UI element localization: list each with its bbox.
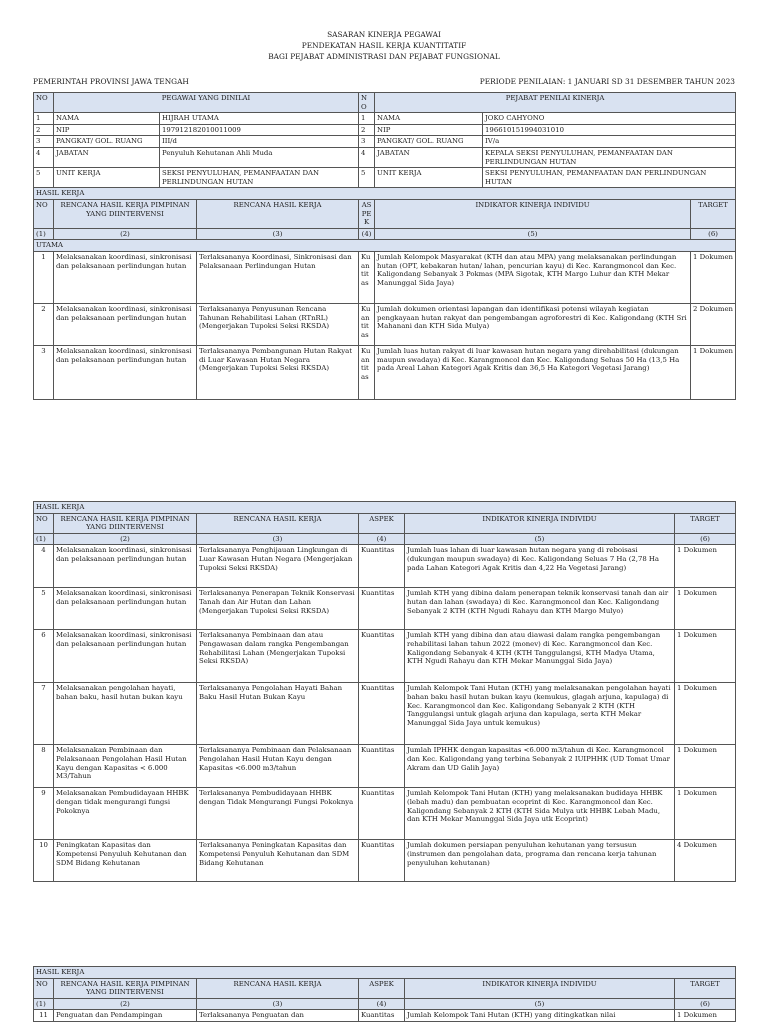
hasil-header-row [34, 513, 736, 533]
cell-no: 3 [34, 345, 54, 399]
col-pimpinan: RENCANA HASIL KERJA PIMPINAN YANG DIINTERVENSI [54, 199, 197, 228]
identity-value: 196610151994031010 [483, 124, 736, 136]
col-pimpinan: RENCANA HASIL KERJA PIMPINAN YANG DIINTERVENSI [54, 513, 197, 533]
col-target: TARGET [691, 199, 736, 228]
doc-title-2: PENDEKATAN HASIL KERJA KUANTITATIF [301, 41, 467, 50]
col-pejabat-penilai: PEJABAT PENILAI KINERJA [375, 93, 736, 113]
identity-no: 3 [359, 136, 375, 148]
col-no: NO [34, 199, 54, 228]
table-row [34, 545, 736, 588]
identity-label: NAMA [375, 113, 483, 125]
col-num: (5) [405, 533, 675, 545]
cell-target: 1 Dokumen [675, 788, 736, 840]
cell-no: 8 [34, 745, 54, 788]
identity-no: 2 [359, 124, 375, 136]
table-row [34, 303, 736, 345]
col-aspek: ASPEK [359, 978, 405, 998]
col-rencana: RENCANA HASIL KERJA [197, 199, 359, 228]
col-num: (1) [34, 998, 54, 1010]
identity-value: JOKO CAHYONO [483, 113, 736, 125]
table-row [34, 788, 736, 840]
identity-label: UNIT KERJA [54, 168, 160, 188]
cell-target: 4 Dokumen [675, 840, 736, 882]
identity-no: 2 [34, 124, 54, 136]
identity-value: HIJRAH UTAMA [160, 113, 359, 125]
identity-label: NIP [375, 124, 483, 136]
cell-rencana: Terlaksananya Pembangunan Hutan Rakyat di Luar Kawasan Hutan Negara (Mengerjakan Tupoksi Seksi RKSDA) [197, 345, 359, 399]
table-row [34, 588, 736, 630]
identity-label: NIP [54, 124, 160, 136]
section-hasil-kerja: HASIL KERJA [34, 188, 736, 200]
cell-aspek: Kuantitas [359, 788, 405, 840]
cell-no: 11 [34, 1010, 54, 1022]
identity-label: JABATAN [375, 147, 483, 167]
number-row [34, 228, 736, 240]
col-target: TARGET [675, 513, 736, 533]
doc-title-1: SASARAN KINERJA PEGAWAI [327, 30, 441, 39]
section-utama: UTAMA [34, 240, 736, 252]
skp-table-page-1 [33, 92, 736, 400]
col-num: (4) [359, 533, 405, 545]
table-row [34, 345, 736, 399]
section-row [34, 502, 736, 514]
cell-aspek: Kuantitas [359, 630, 405, 683]
cell-target: 1 Dokumen [675, 745, 736, 788]
cell-aspek: Kuantitas [359, 745, 405, 788]
col-target: TARGET [675, 978, 736, 998]
identity-value: 197912182010011009 [160, 124, 359, 136]
cell-no: 9 [34, 788, 54, 840]
cell-no: 10 [34, 840, 54, 882]
identity-label: PANGKAT/ GOL. RUANG [375, 136, 483, 148]
cell-aspek: Kuantitas [359, 840, 405, 882]
cell-rencana: Terlaksananya Koordinasi, Sinkronisasi dan Pelaksanaan Perlindungan Hutan [197, 251, 359, 303]
cell-pimpinan: Melaksanakan koordinasi, sinkronisasi dan pelaksanaan perlindungan hutan [54, 251, 197, 303]
cell-aspek: Kuantitas [359, 345, 375, 399]
cell-pimpinan: Melaksanakan Pembinaan dan Pelaksanaan Pengolahan Hasil Hutan Kayu dengan Kapasitas < 6.000 M3/Tahun [54, 745, 197, 788]
col-no: NO [34, 513, 54, 533]
skp-table-page-3 [33, 966, 736, 1022]
cell-target: 1 Dokumen [675, 683, 736, 745]
cell-target: 1 Dokumen [691, 345, 736, 399]
col-num: (6) [675, 998, 736, 1010]
cell-aspek: Kuantitas [359, 303, 375, 345]
identity-row [34, 168, 736, 188]
cell-pimpinan: Melaksanakan koordinasi, sinkronisasi dan pelaksanaan perlindungan hutan [54, 345, 197, 399]
cell-target: 1 Dokumen [675, 630, 736, 683]
col-pegawai-dinilai: PEGAWAI YANG DINILAI [54, 93, 359, 113]
col-num: (6) [691, 228, 736, 240]
cell-rencana: Terlaksananya Peningkatan Kapasitas dan Kompetensi Penyuluh Kehutanan dan SDM Bidang Kehutanan [197, 840, 359, 882]
col-indikator: INDIKATOR KINERJA INDIVIDU [375, 199, 691, 228]
col-num: (2) [54, 228, 197, 240]
col-indikator: INDIKATOR KINERJA INDIVIDU [405, 978, 675, 998]
identity-label: UNIT KERJA [375, 168, 483, 188]
identity-no: 1 [359, 113, 375, 125]
identity-value: Penyuluh Kehutanan Ahli Muda [160, 147, 359, 167]
cell-rencana: Terlaksananya Pembinaan dan Pelaksanaan Pengolahan Hasil Hutan Kayu dengan Kapasitas <6.000 m3/tahun [197, 745, 359, 788]
cell-indikator: Jumlah Kelompok Masyarakat (KTH dan atau MPA) yang melaksanakan perlindungan hutan (OPT, kebakaran hutan/ lahan, pencurian kayu) di Kec. Karangmoncol dan Kec. Kaligondang Sebanyak 3 Pokmas (MPA Sigotak, KTH Margo Luhur dan KTH Mekar Manunggal Sida Jaya) [375, 251, 691, 303]
col-aspek: ASPEK [359, 513, 405, 533]
cell-rencana: Terlaksananya Penyusunan Rencana Tahunan Rehabilitasi Lahan (RTnRL) (Mengerjakan Tupoksi Seksi RKSDA) [197, 303, 359, 345]
cell-target: 1 Dokumen [675, 1010, 736, 1022]
cell-target: 1 Dokumen [675, 588, 736, 630]
cell-indikator: Jumlah KTH yang dibina dalam penerapan teknik konservasi tanah dan air hutan dan lahan (swadaya) di Kec. Karangmoncol dan Kec. Kaligondang Sebanyak 2 KTH (KTH Ngudi Rahayu dan KTH Margo Mulyo) [405, 588, 675, 630]
identity-label: JABATAN [54, 147, 160, 167]
identity-value: IV/a [483, 136, 736, 148]
hasil-header-row [34, 978, 736, 998]
cell-indikator: Jumlah IPHHK dengan kapasitas <6.000 m3/tahun di Kec. Karangmoncol dan Kec. Kaligondang yang terbina Sebanyak 2 IUIPHHK (UD Tomat Umar Akram dan UD Galih Jaya) [405, 745, 675, 788]
identity-row [34, 113, 736, 125]
identity-header-row [34, 93, 736, 113]
cell-aspek: Kuantitas [359, 251, 375, 303]
col-num: (2) [54, 533, 197, 545]
period-label: PERIODE PENILAIAN: 1 JANUARI SD 31 DESEMBER TAHUN 2023 [479, 77, 735, 86]
col-num: (1) [34, 228, 54, 240]
cell-aspek: Kuantitas [359, 683, 405, 745]
col-num: (3) [197, 998, 359, 1010]
cell-indikator: Jumlah dokumen orientasi lapangan dan identifikasi potensi wilayah kegiatan pengkayaan hutan rakyat dan pengembangan agroforestri di Kec. Kaligondang (KTH Sri Mahanani dan KTH Sida Mulya) [375, 303, 691, 345]
cell-no: 7 [34, 683, 54, 745]
cell-no: 4 [34, 545, 54, 588]
cell-pimpinan: Melaksanakan Pembudidayaan HHBK dengan tidak mengurangi fungsi Pokoknya [54, 788, 197, 840]
col-num: (4) [359, 998, 405, 1010]
cell-rencana: Terlaksananya Penerapan Teknik Konservasi Tanah dan Air Hutan dan Lahan (Mengerjakan Tupoksi Seksi RKSDA) [197, 588, 359, 630]
cell-pimpinan: Melaksanakan koordinasi, sinkronisasi dan pelaksanaan perlindungan hutan [54, 545, 197, 588]
col-pimpinan: RENCANA HASIL KERJA PIMPINAN YANG DIINTERVENSI [54, 978, 197, 998]
cell-pimpinan: Penguatan dan Pendampingan [54, 1010, 197, 1022]
col-num: (2) [54, 998, 197, 1010]
col-num: (5) [405, 998, 675, 1010]
identity-no: 4 [359, 147, 375, 167]
skp-table-page-2 [33, 501, 736, 882]
cell-target: 1 Dokumen [691, 251, 736, 303]
table-row [34, 745, 736, 788]
cell-pimpinan: Peningkatan Kapasitas dan Kompetensi Penyuluh Kehutanan dan SDM Bidang Kehutanan [54, 840, 197, 882]
identity-no: 4 [34, 147, 54, 167]
col-aspek: ASPEK [359, 199, 375, 228]
identity-value: SEKSI PENYULUHAN, PEMANFAATAN DAN PERLINDUNGAN HUTAN [483, 168, 736, 188]
hasil-header-row [34, 199, 736, 228]
cell-no: 5 [34, 588, 54, 630]
cell-target: 2 Dokumen [691, 303, 736, 345]
cell-rencana: Terlaksananya Penghijauan Lingkungan di Luar Kawasan Hutan Negara (Mengerjakan Tupoksi Seksi RKSDA) [197, 545, 359, 588]
cell-indikator: Jumlah Kelompok Tani Hutan (KTH) yang melaksanakan pengolahan hayati bahan baku hasil hutan bukan kayu (kemukus, glagah arjuna, kapulaga) di Kec. Karangmoncol dan Kec. Kaligondang Sebanyak 2 KTH (KTH Tanggulangsi untuk glagah arjuna dan kapulaga, serta KTH Mekar Manunggal Sida Jaya untuk kemukus) [405, 683, 675, 745]
cell-indikator: Jumlah KTH yang dibina dan atau diawasi dalam rangka pengembangan rehabilitasi lahan tahun 2022 (monev) di Kec. Karangmoncol dan Kec. Kaligondang Sebanyak 4 KTH (KTH Tanggulangsi, KTH Madya Utama, KTH Ngudi Rahayu dan KTH Mekar Manunggal Sida Jaya) [405, 630, 675, 683]
col-no-2: NO [359, 93, 375, 113]
section-row [34, 967, 736, 979]
cell-rencana: Terlaksananya Pembinaan dan atau Pengawasan dalam rangka Pengembangan Rehabilitasi Lahan (Mengerjakan Tupoksi Seksi RKSDA) [197, 630, 359, 683]
table-row [34, 251, 736, 303]
section-row [34, 188, 736, 200]
col-num: (3) [197, 533, 359, 545]
col-num: (4) [359, 228, 375, 240]
col-rencana: RENCANA HASIL KERJA [197, 513, 359, 533]
number-row [34, 533, 736, 545]
col-indikator: INDIKATOR KINERJA INDIVIDU [405, 513, 675, 533]
cell-indikator: Jumlah luas hutan rakyat di luar kawasan hutan negara yang direhabilitasi (dukungan maupun swadaya) di Kec. Karangmoncol dan Kec. Kaligondang Seluas 50 Ha (13,5 Ha pada Areal Lahan Kategori Agak Kritis dan 36,5 Ha Kategori Vegetasi Jarang) [375, 345, 691, 399]
cell-rencana: Terlaksananya Penguatan dan [197, 1010, 359, 1022]
cell-no: 1 [34, 251, 54, 303]
col-num: (3) [197, 228, 359, 240]
identity-row [34, 124, 736, 136]
cell-pimpinan: Melaksanakan pengolahan hayati, bahan baku, hasil hutan bukan kayu [54, 683, 197, 745]
cell-pimpinan: Melaksanakan koordinasi, sinkronisasi dan pelaksanaan perlindungan hutan [54, 630, 197, 683]
cell-aspek: Kuantitas [359, 545, 405, 588]
identity-row [34, 136, 736, 148]
identity-no: 5 [34, 168, 54, 188]
cell-indikator: Jumlah dokumen persiapan penyuluhan kehutanan yang tersusun (instrumen dan pengolahan data, programa dan rencana kerja tahunan penyuluhan kehutanan) [405, 840, 675, 882]
table-row [34, 683, 736, 745]
identity-value: III/d [160, 136, 359, 148]
section-row [34, 240, 736, 252]
cell-aspek: Kuantitas [359, 588, 405, 630]
table-row [34, 840, 736, 882]
identity-label: PANGKAT/ GOL. RUANG [54, 136, 160, 148]
cell-pimpinan: Melaksanakan koordinasi, sinkronisasi dan pelaksanaan perlindungan hutan [54, 588, 197, 630]
table-row [34, 630, 736, 683]
agency-label: PEMERINTAH PROVINSI JAWA TENGAH [33, 77, 189, 86]
number-row [34, 998, 736, 1010]
col-no: NO [34, 93, 54, 113]
identity-no: 1 [34, 113, 54, 125]
identity-label: NAMA [54, 113, 160, 125]
cell-indikator: Jumlah luas lahan di luar kawasan hutan negara yang di reboisasi (dukungan maupun swadaya) di Kec. Kaligondang Seluas 7 Ha (2,78 Ha pada Lahan Kategori Agak Kritis dan 4,22 Ha Vegetasi Jarang) [405, 545, 675, 588]
identity-value: SEKSI PENYULUHAN, PEMANFAATAN DAN PERLINDUNGAN HUTAN [160, 168, 359, 188]
cell-rencana: Terlaksananya Pembudidayaan HHBK dengan Tidak Mengurangi Fungsi Pokoknya [197, 788, 359, 840]
identity-no: 3 [34, 136, 54, 148]
cell-indikator: Jumlah Kelompok Tani Hutan (KTH) yang ditingkatkan nilai [405, 1010, 675, 1022]
col-num: (1) [34, 533, 54, 545]
cell-rencana: Terlaksananya Pengolahan Hayati Bahan Baku Hasil Hutan Bukan Kayu [197, 683, 359, 745]
identity-value: KEPALA SEKSI PENYULUHAN, PEMANFAATAN DAN PERLINDUNGAN HUTAN [483, 147, 736, 167]
col-num: (5) [375, 228, 691, 240]
cell-indikator: Jumlah Kelompok Tani Hutan (KTH) yang melaksanakan budidaya HHBK (lebah madu) dan pembuatan ecoprint di Kec. Karangmoncol dan Kec. Kaligondang Sebanyak 2 KTH (KTH Sida Mulya utk HHBK Lebah Madu, dan KTH Mekar Manunggal Sida Jaya utk Ecoprint) [405, 788, 675, 840]
identity-row [34, 147, 736, 167]
col-num: (6) [675, 533, 736, 545]
identity-no: 5 [359, 168, 375, 188]
table-row [34, 1010, 736, 1022]
cell-no: 2 [34, 303, 54, 345]
section-hasil-kerja: HASIL KERJA [34, 502, 736, 514]
cell-pimpinan: Melaksanakan koordinasi, sinkronisasi dan pelaksanaan perlindungan hutan [54, 303, 197, 345]
section-hasil-kerja: HASIL KERJA [34, 967, 736, 979]
cell-aspek: Kuantitas [359, 1010, 405, 1022]
cell-no: 6 [34, 630, 54, 683]
col-no: NO [34, 978, 54, 998]
col-rencana: RENCANA HASIL KERJA [197, 978, 359, 998]
cell-target: 1 Dokumen [675, 545, 736, 588]
doc-title-3: BAGI PEJABAT ADMINISTRASI DAN PEJABAT FUNGSIONAL [268, 52, 500, 61]
